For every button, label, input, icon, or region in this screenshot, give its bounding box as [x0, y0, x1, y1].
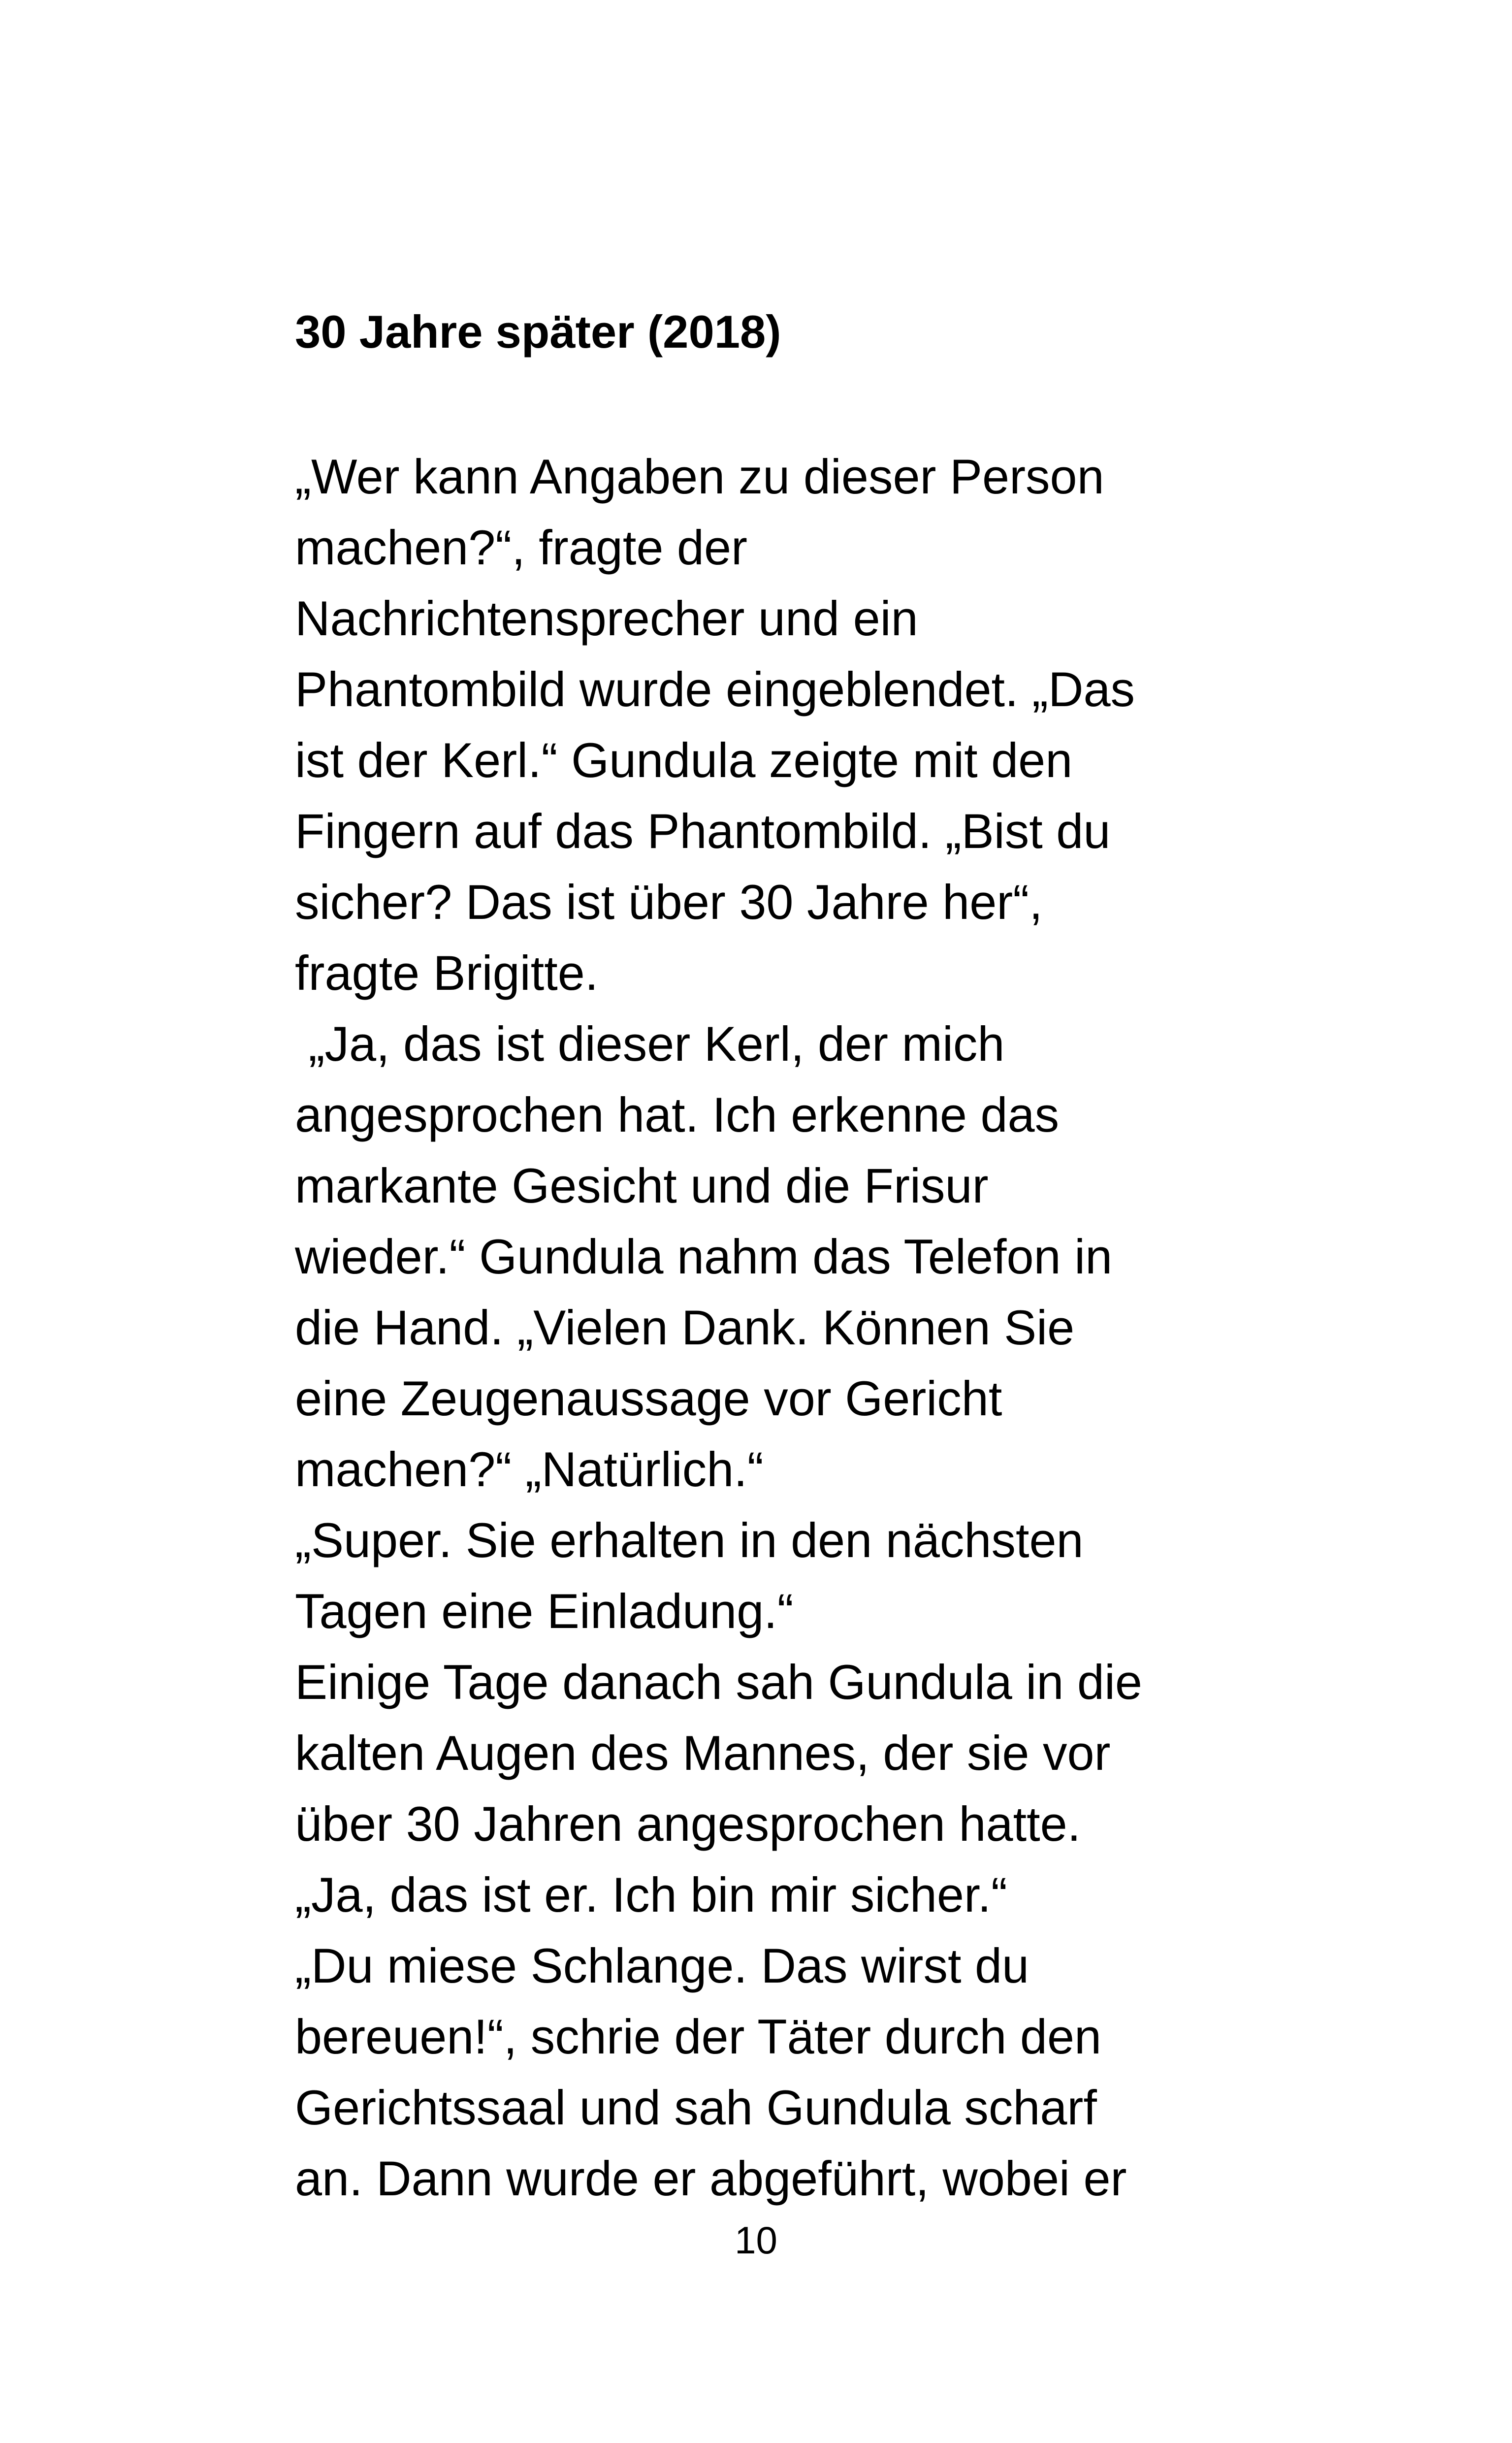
text-line: Nachrichtensprecher und ein	[295, 591, 918, 646]
text-line: an. Dann wurde er abgeführt, wobei er	[295, 2151, 1127, 2206]
text-line: „Super. Sie erhalten in den nächsten	[295, 1513, 1084, 1567]
text-line: die Hand. „Vielen Dank. Können Sie	[295, 1300, 1075, 1355]
text-line: „Wer kann Angaben zu dieser Person	[295, 449, 1104, 504]
text-line: über 30 Jahren angesprochen hatte.	[295, 1796, 1081, 1851]
text-line: Phantombild wurde eingeblendet. „Das	[295, 662, 1135, 717]
text-line: markante Gesicht und die Frisur	[295, 1158, 989, 1213]
text-line: wieder.“ Gundula nahm das Telefon in	[295, 1229, 1113, 1284]
text-line: Fingern auf das Phantombild. „Bist du	[295, 804, 1111, 858]
page-number: 10	[735, 2218, 777, 2262]
text-line: Gerichtssaal und sah Gundula scharf	[295, 2080, 1097, 2135]
text-line: „Ja, das ist er. Ich bin mir sicher.“	[295, 1867, 1007, 1922]
body-text	[295, 441, 1280, 2214]
text-line: Tagen eine Einladung.“	[295, 1584, 794, 1638]
text-line: angesprochen hat. Ich erkenne das	[295, 1087, 1060, 1142]
text-line: fragte Brigitte.	[295, 945, 599, 1000]
text-line: Einige Tage danach sah Gundula in die	[295, 1655, 1142, 1709]
text-line: machen?“, fragte der	[295, 520, 747, 575]
text-line: sicher? Das ist über 30 Jahre her“,	[295, 875, 1043, 929]
text-line: bereuen!“, schrie der Täter durch den	[295, 2009, 1102, 2064]
text-line: ist der Kerl.“ Gundula zeigte mit den	[295, 733, 1073, 787]
text-line: „Ja, das ist dieser Kerl, der mich	[295, 1016, 1005, 1071]
text-line: kalten Augen des Mannes, der sie vor	[295, 1726, 1111, 1780]
chapter-heading: 30 Jahre später (2018)	[295, 306, 781, 358]
text-line: machen?“ „Natürlich.“	[295, 1442, 764, 1497]
text-line: eine Zeugenaussage vor Gericht	[295, 1371, 1002, 1426]
text-line: „Du miese Schlange. Das wirst du	[295, 1938, 1029, 1993]
